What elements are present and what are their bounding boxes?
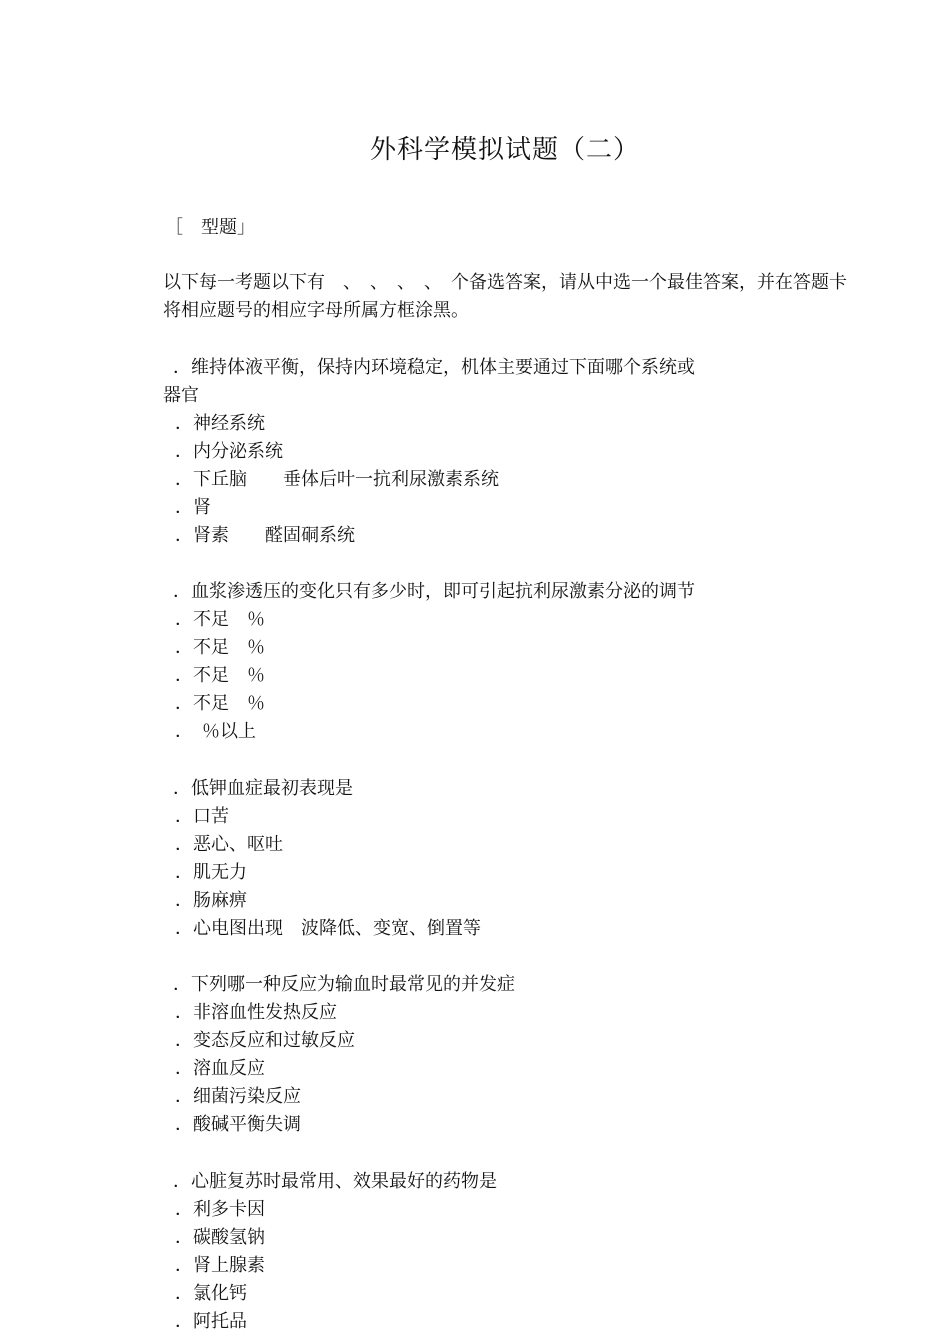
question-stem-continued: 器官 xyxy=(163,385,199,406)
answer-option: ．肠麻痹 xyxy=(175,890,247,911)
instructions-line: 将相应题号的相应字母所属方框涂黑。 xyxy=(163,300,469,321)
answer-option: ．氯化钙 xyxy=(175,1283,247,1304)
answer-option: ．不足 ％ xyxy=(175,693,265,714)
answer-option: ．溶血反应 xyxy=(175,1058,265,1079)
answer-option: ．肌无力 xyxy=(175,862,247,883)
instructions-line: 以下每一考题以下有 、 、 、 、 个备选答案，请从中选一个最佳答案，并在答题卡 xyxy=(163,272,847,293)
answer-option: ．恶心、呕吐 xyxy=(175,834,283,855)
answer-option: ．变态反应和过敏反应 xyxy=(175,1030,355,1051)
answer-option: ．内分泌系统 xyxy=(175,441,283,462)
answer-option: ．肾上腺素 xyxy=(175,1255,265,1276)
answer-option: ．神经系统 xyxy=(175,413,265,434)
answer-option: ．阿托品 xyxy=(175,1311,247,1332)
question-stem: ．低钾血症最初表现是 xyxy=(173,778,353,799)
question-2 xyxy=(163,578,903,746)
answer-option: ．下丘脑 垂体后叶一抗利尿激素系统 xyxy=(175,469,499,490)
answer-option: ．非溶血性发热反应 xyxy=(175,1002,337,1023)
answer-option: ．细菌污染反应 xyxy=(175,1086,301,1107)
answer-option: ．酸碱平衡失调 xyxy=(175,1114,301,1135)
section-type-label: ［ 型题」 xyxy=(165,217,255,238)
page-title: 外科学模拟试题（二） xyxy=(369,135,640,165)
question-stem: ．下列哪一种反应为输血时最常见的并发症 xyxy=(173,974,515,995)
question-3 xyxy=(163,775,903,943)
question-stem: ．心脏复苏时最常用、效果最好的药物是 xyxy=(173,1171,497,1192)
answer-option: ．不足 ％ xyxy=(175,637,265,658)
answer-option: ．心电图出现 波降低、变宽、倒置等 xyxy=(175,918,481,939)
question-5 xyxy=(163,1168,903,1336)
answer-option: ．口苦 xyxy=(175,806,229,827)
question-1 xyxy=(163,354,903,550)
answer-option: ．不足 ％ xyxy=(175,609,265,630)
answer-option: ．肾素 醛固硐系统 xyxy=(175,525,355,546)
answer-option: ．不足 ％ xyxy=(175,665,265,686)
answer-option: ．碳酸氢钠 xyxy=(175,1227,265,1248)
question-4 xyxy=(163,971,903,1139)
instructions xyxy=(163,269,923,325)
answer-option: ．利多卡因 xyxy=(175,1199,265,1220)
answer-option: ． ％以上 xyxy=(175,721,256,742)
question-stem: ．血浆渗透压的变化只有多少时，即可引起抗利尿激素分泌的调节 xyxy=(173,581,695,602)
answer-option: ．肾 xyxy=(175,497,211,518)
question-stem: ．维持体液平衡，保持内环境稳定，机体主要通过下面哪个系统或 xyxy=(173,357,695,378)
